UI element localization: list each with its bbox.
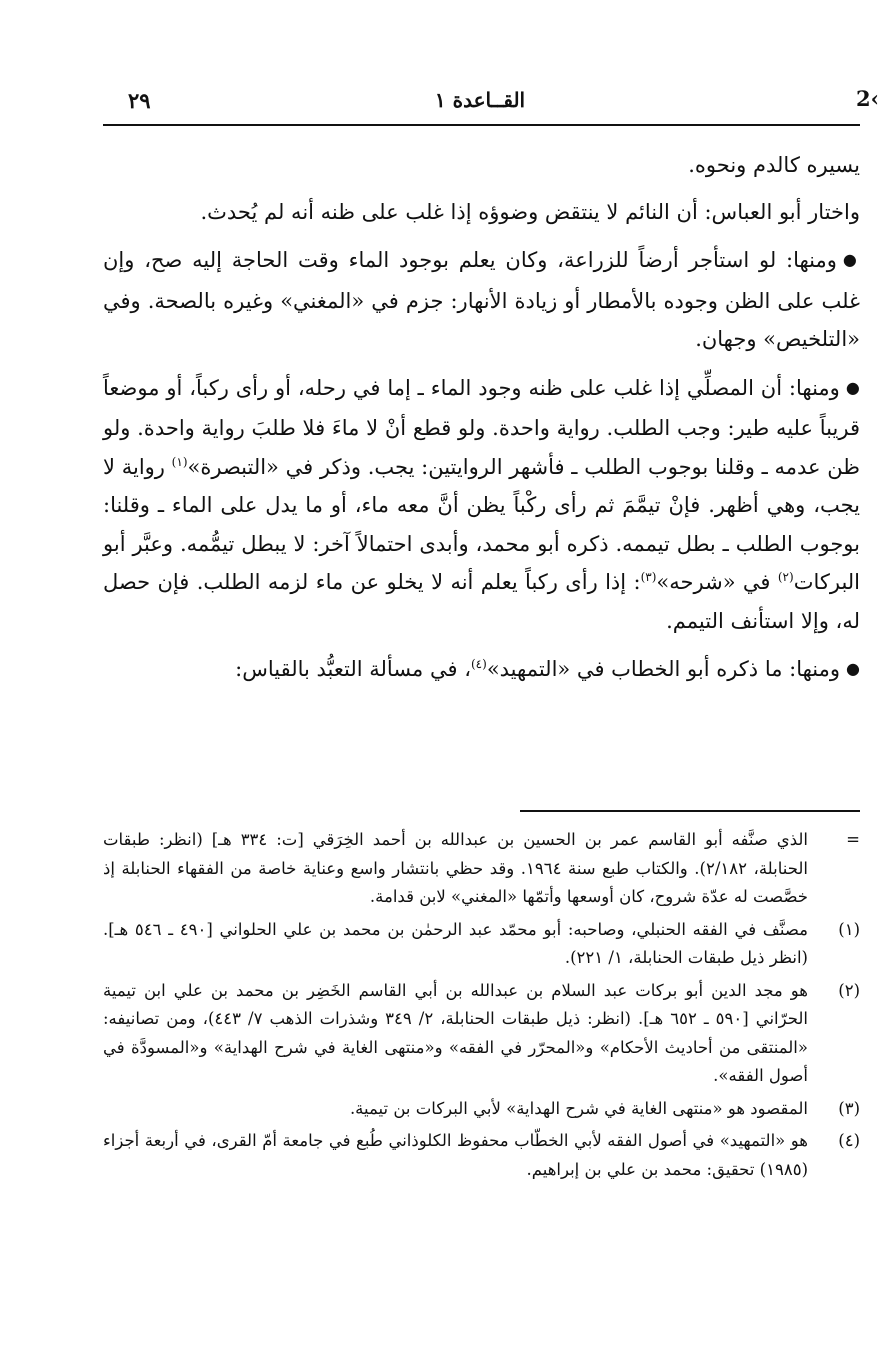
bullet-icon: ●: [842, 250, 861, 269]
paragraph: [103, 369, 860, 641]
footnote: [103, 916, 860, 973]
paragraph: [103, 241, 860, 359]
note-reference[interactable]: (٤): [470, 657, 487, 671]
paragraph: [103, 650, 860, 691]
footnote-marker: =: [846, 830, 860, 849]
note-reference[interactable]: (١): [171, 454, 188, 469]
header-rule: [103, 124, 860, 126]
running-header: [100, 86, 860, 120]
footnote: [103, 1095, 860, 1124]
footnote-text: مصنَّف في الفقه الحنبلي، وصاحبه: أبو محمّد عبد الرحمٰن بن محمد بن علي الحلواني [٤٩٠ ـ ٥٤٦ هـ]. (انظر ذيل طبقات الحنابلة، ١/ ٢٢١).: [103, 919, 808, 967]
footnote: [103, 1127, 860, 1184]
paragraph-text: في «شرحه»: [656, 570, 778, 594]
footnotes: [103, 826, 860, 1188]
footnote-marker: (٣): [838, 1098, 860, 1118]
footnote-text: هو مجد الدين أبو بركات عبد السلام بن عبدالله بن أبي القاسم الخَضِر بن محمد بن علي ابن تيمية الحرّاني [٥٩٠ ـ ٦٥٢ هـ]. (انظر: ذيل طبقات الحنابلة، ٢/ ٣٤٩ وشذرات الذهب ٧/ ٤٤٣)، ومن تصانيفه: «المنتقى من أحاديث الأحكام» و«المحرّر في الفقه» و«منتهى الغاية في شرح الهداية» و«المسودَّة في أصول الفقه».: [103, 980, 809, 1085]
paragraph-text: ومنها: أن المصلِّي إذا غلب على ظنه وجود الماء ـ إما في رحله، أو رأى ركباً، أو موضعاً قريباً عليه طير: وجب الطلب. رواية واحدة. ولو قطع أنْ لا ماءَ فلا طلبَ رواية واحدة. ولو ظن عدمه ـ وقلنا بوجوب الطلب ـ فأشهر الروايتين: يجب. وذكر في «التبصرة»: [103, 375, 860, 479]
page-number: ٢٩: [128, 88, 151, 113]
paragraph-text: ومنها: ما ذكره أبو الخطاب في «التمهيد»: [486, 657, 841, 681]
footnote-text: المقصود هو «منتهى الغاية في شرح الهداية» لأبي البركات بن تيمية.: [349, 1098, 808, 1118]
adjacent-page-number-fragment: 2‹: [856, 86, 879, 111]
main-text: [103, 146, 860, 701]
footnote-rule: [520, 810, 860, 812]
paragraph-text: ومنها: لو استأجر أرضاً للزراعة، وكان يعلم بوجود الماء وقت الحاجة إليه صح، وإن غلب على الظن وجوده بالأمطار أو زيادة الأنهار: جزم في «المغني» وغيره بالصحة. وفي «التلخيص» وجهان.: [103, 248, 860, 351]
footnote-marker: (٤): [838, 1131, 860, 1150]
footnote-marker: (٢): [838, 980, 860, 1000]
bullet-icon: ●: [845, 377, 860, 397]
footnote-text: الذي صنَّفه أبو القاسم عمر بن الحسين بن عبدالله بن أحمد الخِرَقي [ت: ٣٣٤ هـ] (انظر: طبقات الحنابلة، ٢/١٨٢). والكتاب طبع سنة ١٩٦٤. وقد حظي بانتشار واسع وعناية خاصة من الفقهاء الحنابلة إذ خصَّصت له عدّة شروح، كان أوسعها وأتمّها «المغني» لابن قدامة.: [103, 830, 808, 906]
paragraph: يسيره كالدم ونحوه.: [688, 153, 860, 177]
note-reference[interactable]: (٣): [640, 570, 657, 584]
footnote-text: هو «التمهيد» في أصول الفقه لأبي الخطّاب محفوظ الكلوذاني طُبع في جامعة أمّ القرى، في أربعة أجزاء (١٩٨٥) تحقيق: محمد بن علي بن إبراهيم.: [103, 1131, 808, 1179]
footnote: [103, 826, 860, 912]
bullet-icon: ●: [846, 659, 860, 678]
footnote: [103, 977, 860, 1091]
note-reference[interactable]: (٢): [777, 570, 794, 584]
paragraph: واختار أبو العباس: أن النائم لا ينتقض وضوؤه إذا غلب على ظنه أنه لم يُحدث.: [200, 199, 860, 224]
running-title: القــاعدة ١: [434, 88, 526, 112]
footnote-marker: (١): [838, 919, 860, 939]
paragraph-text: ، في مسألة التعبُّد بالقياس:: [235, 657, 471, 681]
paragraph-text: : إذا رأى ركباً يعلم أنه لا يخلو عن ماء لزمه الطلب. فإن حصل له، وإلا استأنف التيمم.: [103, 570, 860, 633]
paragraph-text: رواية لا يجب، وهي أظهر. فإنْ تيمَّمَ ثم رأى ركْباً يظن أنَّ معه ماء، أو ما يدل على الماء ـ وقلنا: بوجوب الطلب ـ بطل تيممه. ذكره أبو محمد، وأبدى احتمالاً آخر: لا يبطل تيمُّمه. وعبَّر أبو البركات: [103, 454, 861, 594]
